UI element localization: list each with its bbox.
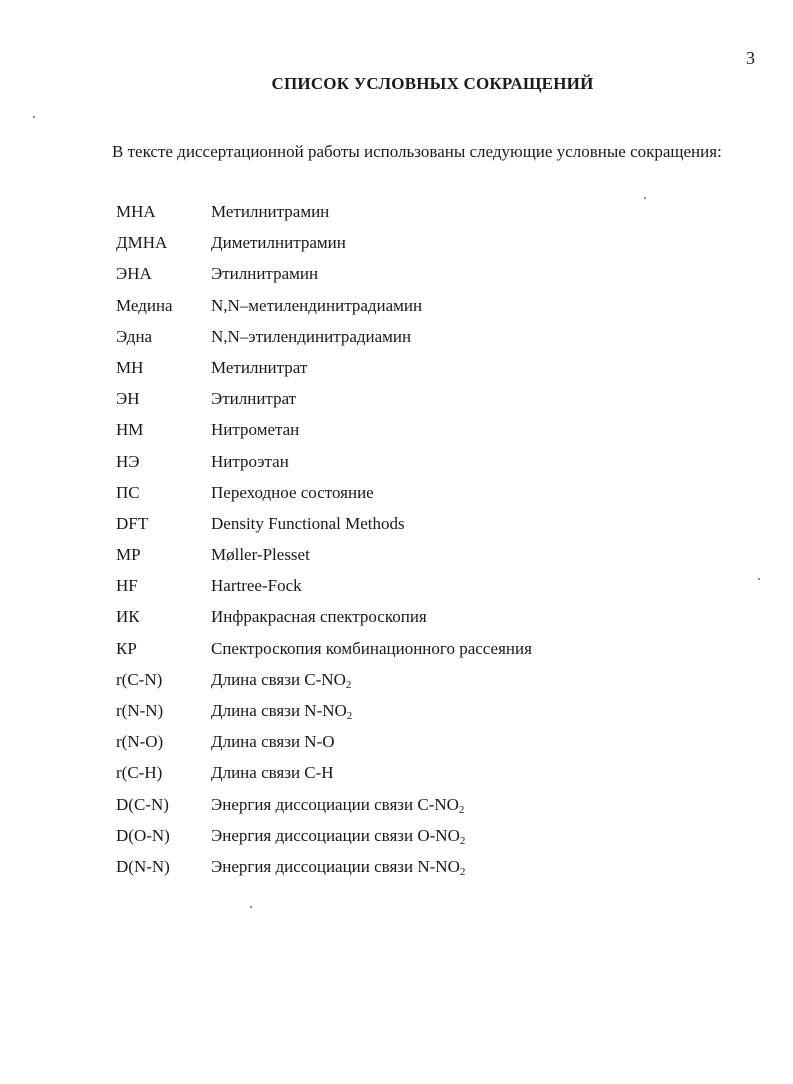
abbreviation-meaning	[211, 414, 299, 445]
abbreviation-row	[116, 539, 532, 570]
abbreviation-term: r(C-H)	[116, 763, 163, 783]
abbreviation-meaning	[211, 321, 411, 352]
abbreviation-meaning	[211, 290, 422, 321]
abbreviation-term: НЭ	[116, 451, 140, 471]
abbreviation-meaning-text: Длина связи C-H	[211, 763, 334, 783]
abbreviation-meaning	[211, 446, 289, 477]
abbreviation-row	[116, 258, 532, 289]
abbreviation-meaning-text: Этилнитрат	[211, 389, 297, 409]
scan-speck	[250, 906, 252, 908]
abbreviation-meaning-text: Инфракрасная спектроскопия	[211, 607, 427, 627]
abbreviation-term: МНА	[116, 202, 156, 221]
page-title: СПИСОК УСЛОВНЫХ СОКРАЩЕНИЙ	[271, 74, 594, 93]
abbreviation-term: r(C-N)	[116, 669, 163, 689]
abbreviation-term: ИК	[116, 607, 140, 627]
abbreviation-meaning-text: N,N–этилендинитрадиамин	[211, 326, 412, 346]
abbreviation-row	[116, 726, 532, 757]
abbreviation-row	[116, 789, 532, 820]
abbreviation-row	[116, 352, 532, 383]
intro-paragraph: В тексте диссертационной работы использованы следующие условные сокращения:	[112, 142, 722, 161]
subscript: 2	[459, 865, 466, 878]
scan-speck	[644, 197, 646, 199]
abbreviation-term: ЭН	[116, 389, 140, 409]
abbreviation-meaning	[211, 383, 296, 414]
abbreviation-term: D(O-N)	[116, 825, 170, 845]
abbreviation-row	[116, 227, 532, 258]
abbreviation-meaning-text: Длина связи N-O	[211, 732, 335, 752]
abbreviation-meaning-text: Длина связи C-NO	[211, 669, 346, 689]
abbreviation-term: КР	[116, 638, 137, 658]
abbreviation-row	[116, 851, 532, 882]
subscript: 2	[346, 710, 353, 722]
abbreviation-meaning-text: Метилнитрамин	[211, 202, 330, 221]
abbreviation-meaning	[211, 352, 307, 383]
abbreviation-meaning	[211, 633, 532, 664]
abbreviation-meaning-text: Длина связи N-NO	[211, 701, 347, 720]
abbreviation-meaning	[211, 539, 310, 570]
abbreviation-term: ПС	[116, 482, 140, 502]
abbreviation-meaning-text: Переходное состояние	[211, 482, 374, 502]
abbreviation-meaning-text: Density Functional Methods	[211, 513, 405, 533]
abbreviation-term: МН	[116, 357, 144, 377]
abbreviation-term: НМ	[116, 420, 144, 440]
abbreviation-row	[116, 196, 532, 227]
abbreviation-row	[116, 290, 532, 321]
abbreviation-term: HF	[116, 576, 138, 596]
abbreviation-meaning-text: Диметилнитрамин	[211, 233, 346, 253]
abbreviation-meaning	[211, 196, 329, 227]
abbreviation-row	[116, 446, 532, 477]
abbreviation-row	[116, 601, 532, 632]
abbreviation-term: Эдна	[116, 326, 153, 346]
abbreviation-meaning	[211, 477, 374, 508]
scan-speck	[33, 116, 35, 118]
abbreviation-term: D(C-N)	[116, 794, 169, 814]
abbreviation-meaning	[211, 508, 405, 539]
abbreviation-meaning-text: Спектроскопия комбинационного рассеяния	[211, 638, 532, 658]
abbreviation-row	[116, 570, 532, 601]
abbreviation-list	[116, 196, 532, 882]
abbreviation-meaning-text: Нитроэтан	[211, 451, 289, 471]
abbreviation-row	[116, 664, 532, 695]
abbreviation-meaning	[211, 601, 427, 632]
abbreviation-row	[116, 321, 532, 352]
abbreviation-meaning	[211, 570, 302, 601]
abbreviation-row	[116, 757, 532, 788]
abbreviation-meaning	[211, 258, 318, 289]
abbreviation-meaning-text: N,N–метилендинитрадиамин	[211, 295, 423, 315]
page-number: 3	[746, 48, 755, 68]
subscript: 2	[345, 678, 352, 691]
abbreviation-term: r(N-O)	[116, 732, 164, 752]
subscript: 2	[459, 834, 466, 847]
abbreviation-row	[116, 695, 532, 726]
abbreviation-meaning-text: Møller-Plesset	[211, 545, 310, 565]
abbreviation-meaning	[211, 726, 335, 757]
abbreviation-meaning	[211, 757, 334, 788]
abbreviation-term: r(N-N)	[116, 701, 164, 720]
abbreviation-row	[116, 477, 532, 508]
abbreviation-meaning	[211, 851, 465, 888]
abbreviation-meaning-text: Hartree-Fock	[211, 576, 302, 596]
abbreviation-row	[116, 633, 532, 664]
abbreviation-term: ЭНА	[116, 264, 152, 284]
abbreviation-meaning-text: Нитрометан	[211, 420, 300, 440]
abbreviation-term: ДМНА	[116, 233, 168, 253]
abbreviation-meaning-text: Метилнитрат	[211, 357, 308, 377]
abbreviation-meaning-text: Этилнитрамин	[211, 264, 319, 284]
abbreviation-row	[116, 414, 532, 445]
abbreviation-row	[116, 820, 532, 851]
subscript: 2	[458, 803, 465, 816]
abbreviation-meaning-text: Энергия диссоциации связи N-NO	[211, 856, 460, 876]
abbreviation-term: MP	[116, 545, 141, 565]
scan-speck	[758, 578, 760, 580]
abbreviation-meaning	[211, 227, 346, 258]
abbreviation-row	[116, 508, 532, 539]
abbreviation-meaning-text: Энергия диссоциации связи C-NO	[211, 794, 459, 814]
abbreviation-term: D(N-N)	[116, 856, 170, 876]
abbreviation-term: DFT	[116, 513, 149, 533]
abbreviation-row	[116, 383, 532, 414]
abbreviation-meaning-text: Энергия диссоциации связи O-NO	[211, 825, 460, 845]
abbreviation-term: Медина	[116, 295, 173, 315]
